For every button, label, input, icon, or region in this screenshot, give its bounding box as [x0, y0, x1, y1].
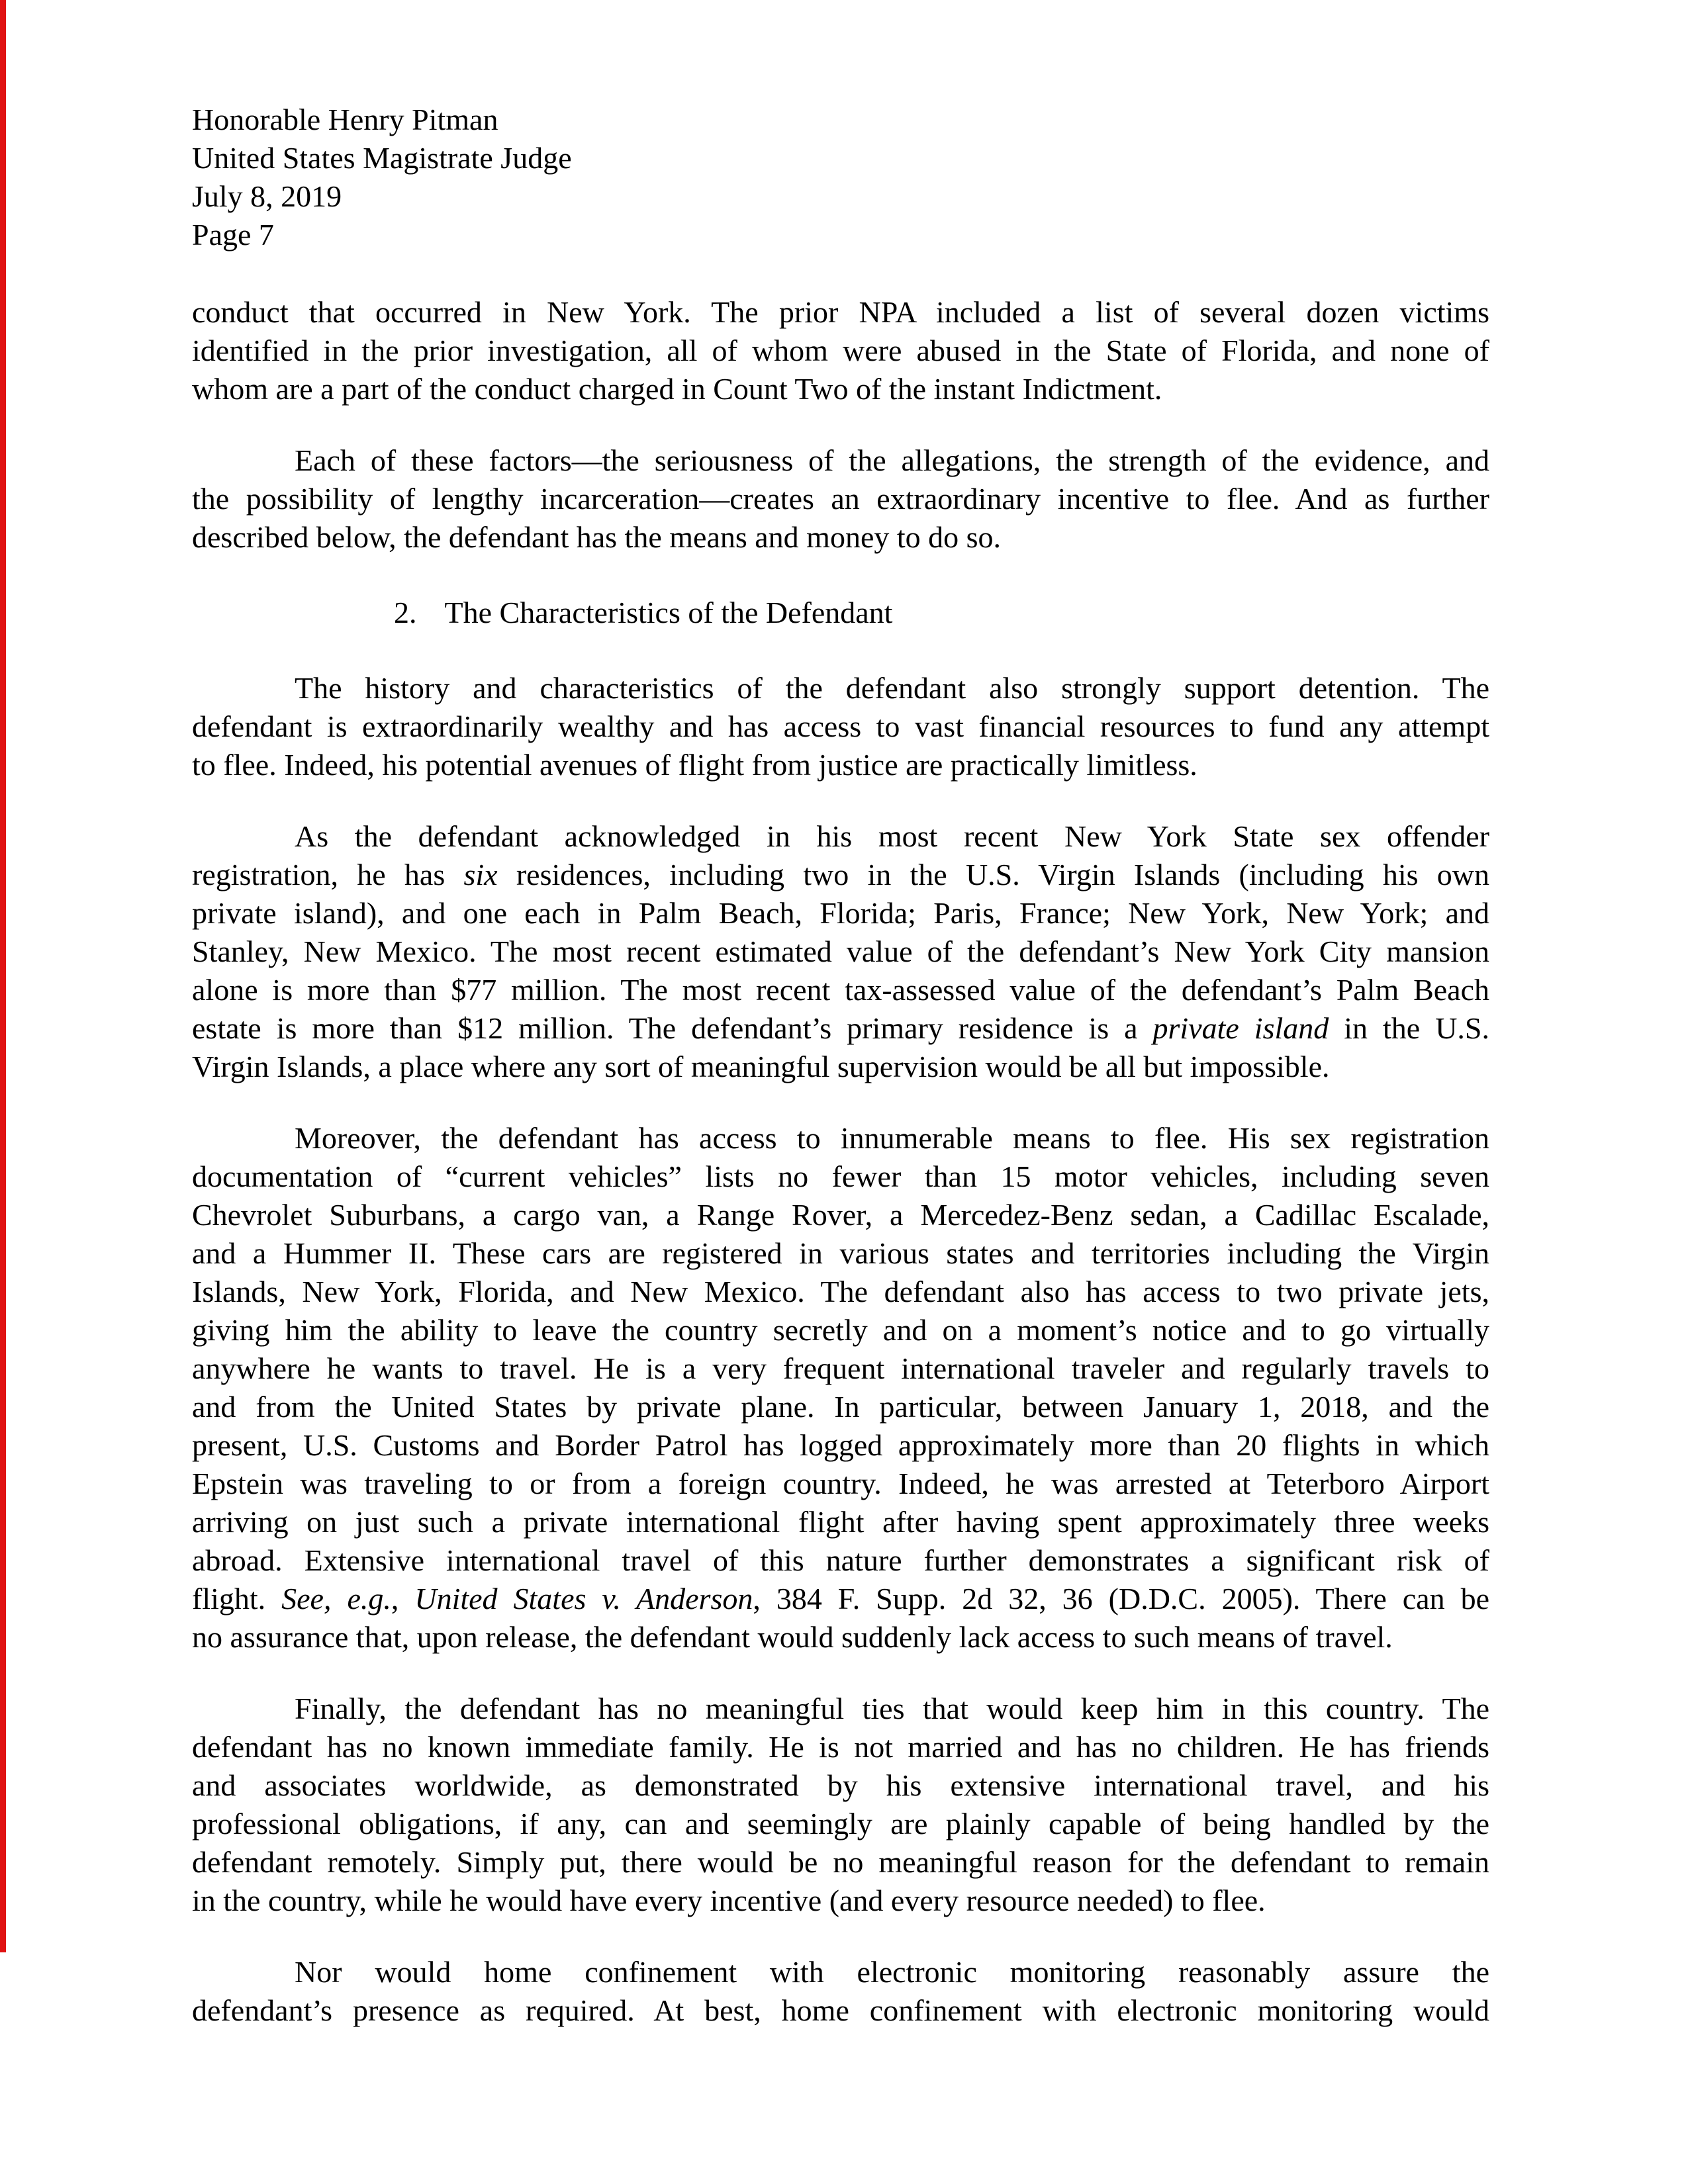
text-line: abroad. Extensive international travel of this nature further demonstrates a significant risk of [192, 1543, 1489, 1577]
text-line: arriving on just such a private international flight after having spent approximately three weeks [192, 1505, 1489, 1539]
text-line: conduct that occurred in New York. The prior NPA included a list of several dozen victims [192, 295, 1489, 329]
text-line: professional obligations, if any, can and seemingly are plainly capable of being handled by the [192, 1807, 1489, 1841]
header-recipient-title: United States Magistrate Judge [192, 141, 572, 175]
text-line: flight. See, e.g., United States v. Anderson, 384 F. Supp. 2d 32, 36 (D.D.C. 2005). There can be [192, 1582, 1489, 1615]
text-line: defendant is extraordinarily wealthy and has access to vast financial resources to fund any attempt [192, 709, 1489, 743]
text-line: defendant has no known immediate family. He is not married and has no children. He has friends [192, 1730, 1489, 1764]
text-line: described below, the defendant has the means and money to do so. [192, 520, 1002, 554]
text-line: Chevrolet Suburbans, a cargo van, a Range Rover, a Mercedez-Benz sedan, a Cadillac Escalade, [192, 1198, 1489, 1232]
text-line: As the defendant acknowledged in his most recent New York State sex offender [295, 819, 1489, 853]
text-line: the possibility of lengthy incarceration—creates an extraordinary incentive to flee. And as further [192, 482, 1489, 516]
text-line: Islands, New York, Florida, and New Mexico. The defendant also has access to two private jets, [192, 1275, 1489, 1308]
text-line: documentation of “current vehicles” lists no fewer than 15 motor vehicles, including seven [192, 1160, 1489, 1193]
text-line: to flee. Indeed, his potential avenues of flight from justice are practically limitless. [192, 748, 1197, 782]
text-line: Virgin Islands, a place where any sort of meaningful supervision would be all but impossible. [192, 1050, 1330, 1083]
paragraph-1 [192, 293, 1489, 408]
italic-case-name: United States v. Anderson [414, 1582, 753, 1615]
header-date: July 8, 2019 [192, 179, 342, 213]
text-line: private island), and one each in Palm Beach, Florida; Paris, France; New York, New York; and [192, 896, 1489, 930]
section-heading [192, 594, 1489, 632]
text-line: and a Hummer II. These cars are registered in various states and territories including the Virgin [192, 1236, 1489, 1270]
text-line: present, U.S. Customs and Border Patrol has logged approximately more than 20 flights in which [192, 1428, 1489, 1462]
text-line: defendant’s presence as required. At best, home confinement with electronic monitoring would [192, 1993, 1489, 2027]
text-line: Nor would home confinement with electronic monitoring reasonably assure the [295, 1955, 1489, 1989]
section-number: 2. [394, 596, 417, 629]
text-line: Finally, the defendant has no meaningful ties that would keep him in this country. The [295, 1692, 1489, 1725]
italic-citation-signal: See, e.g. [281, 1582, 391, 1615]
scan-edge-stripe [0, 0, 6, 1952]
paragraph-2 [192, 441, 1489, 557]
text-line: identified in the prior investigation, all of whom were abused in the State of Florida, and none of [192, 334, 1489, 367]
text-line: estate is more than $12 million. The defendant’s primary residence is a private island in the U.S. [192, 1011, 1490, 1045]
text-line: registration, he has six residences, including two in the U.S. Virgin Islands (including his own [192, 858, 1489, 891]
paragraph-5 [192, 1119, 1489, 1657]
text-line: Each of these factors—the seriousness of the allegations, the strength of the evidence, and [295, 443, 1489, 477]
section-title: The Characteristics of the Defendant [444, 596, 893, 629]
letter-body [192, 293, 1489, 2063]
text-line: giving him the ability to leave the country secretly and on a moment’s notice and to go virtually [192, 1313, 1489, 1347]
italic-text: six [463, 858, 498, 891]
text-line: Epstein was traveling to or from a foreign country. Indeed, he was arrested at Teterboro Airport [192, 1467, 1489, 1500]
text-line: Moreover, the defendant has access to innumerable means to flee. His sex registration [295, 1121, 1489, 1155]
text-line: Stanley, New Mexico. The most recent estimated value of the defendant’s New York City mansion [192, 934, 1489, 968]
text-line: no assurance that, upon release, the defendant would suddenly lack access to such means of travel. [192, 1620, 1393, 1654]
text-line: defendant remotely. Simply put, there would be no meaningful reason for the defendant to remain [192, 1845, 1489, 1879]
header-recipient-name: Honorable Henry Pitman [192, 103, 498, 136]
paragraph-7 [192, 1953, 1489, 2030]
header-page-number: Page 7 [192, 218, 274, 251]
italic-text: private island [1152, 1011, 1329, 1045]
text-line: and associates worldwide, as demonstrated by his extensive international travel, and his [192, 1768, 1489, 1802]
text-line: and from the United States by private plane. In particular, between January 1, 2018, and the [192, 1390, 1489, 1424]
letter-header [192, 101, 572, 254]
text-line: whom are a part of the conduct charged in Count Two of the instant Indictment. [192, 372, 1162, 406]
paragraph-4 [192, 817, 1489, 1086]
paragraph-6 [192, 1690, 1489, 1920]
text-line: The history and characteristics of the defendant also strongly support detention. The [295, 671, 1489, 705]
paragraph-3 [192, 669, 1489, 784]
text-line: anywhere he wants to travel. He is a very frequent international traveler and regularly travels to [192, 1351, 1489, 1385]
text-line: in the country, while he would have every incentive (and every resource needed) to flee. [192, 1884, 1266, 1917]
text-line: alone is more than $77 million. The most recent tax-assessed value of the defendant’s Palm Beach [192, 973, 1489, 1007]
